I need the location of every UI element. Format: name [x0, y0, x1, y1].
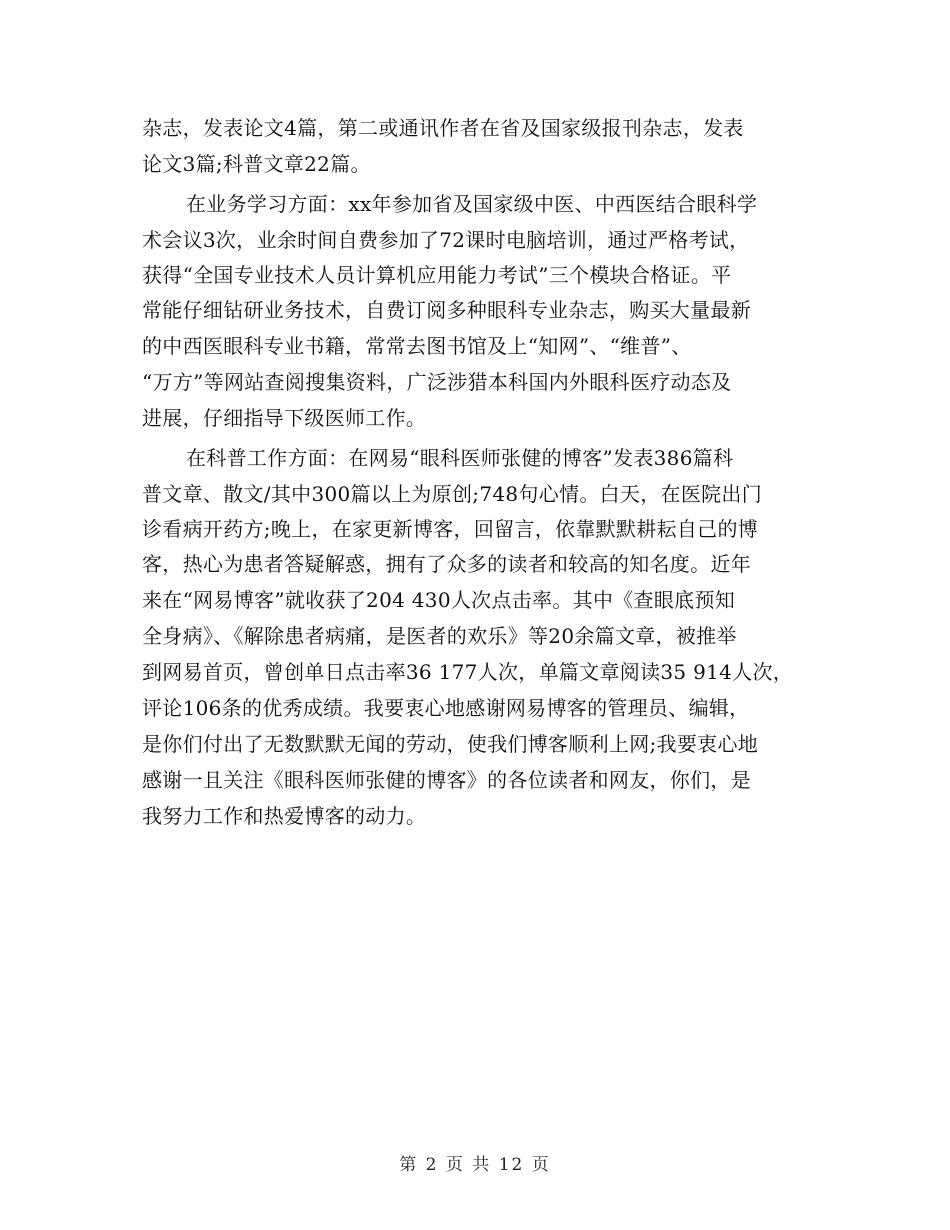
text-line: 到网易首页，曾创单日点击率36 177人次，单篇文章阅读35 914人次， — [142, 660, 794, 684]
text-line: 论文3篇;科普文章22篇。 — [142, 152, 371, 176]
text-line: 评论106条的优秀成绩。我要衷心地感谢网易博客的管理员、编辑， — [142, 696, 750, 720]
text-line: 的中西医眼科专业书籍，常常去图书馆及上“知网”、“维普”、 — [142, 334, 692, 358]
text-line: 客，热心为患者答疑解惑，拥有了众多的读者和较高的知名度。近年 — [142, 552, 751, 576]
paragraph-start-line: 在科普工作方面：在网易“眼科医师张健的博客”发表386篇科 — [186, 446, 734, 470]
text-line: 常能仔细钻研业务技术，自费订阅多种眼科专业杂志，购买大量最新 — [142, 298, 751, 322]
text-line: 杂志，发表论文4篇，第二或通讯作者在省及国家级报刊杂志，发表 — [142, 116, 744, 140]
paragraph-start-line: 在业务学习方面：xx年参加省及国家级中医、中西医结合眼科学 — [186, 192, 758, 216]
text-line: 普文章、散文/其中300篇以上为原创;748句心情。白天，在医院出门 — [142, 482, 763, 506]
text-line: 进展，仔细指导下级医师工作。 — [142, 406, 427, 430]
text-line: 诊看病开药方;晚上，在家更新博客，回留言，依靠默默耕耘自己的博 — [142, 517, 759, 541]
text-line: 是你们付出了无数默默无闻的劳动，使我们博客顺利上网;我要衷心地 — [142, 732, 759, 756]
text-line: 获得“全国专业技术人员计算机应用能力考试”三个模块合格证。平 — [142, 263, 732, 287]
text-line: 术会议3次，业余时间自费参加了72课时电脑培训，通过严格考试， — [142, 228, 750, 252]
text-line: 我努力工作和热爱博客的动力。 — [142, 804, 427, 828]
page-number-footer: 第 2 页 共 12 页 — [399, 1155, 551, 1175]
text-line: “万方”等网站查阅搜集资料，广泛涉猎本科国内外眼科医疗动态及 — [142, 370, 732, 394]
text-line: 全身病》、《解除患者病痛，是医者的欢乐》等20余篇文章，被推举 — [142, 624, 737, 648]
text-line: 感谢一且关注《眼科医师张健的博客》的各位读者和网友，你们，是 — [142, 768, 751, 792]
text-line: 来在“网易博客”就收获了204 430人次点击率。其中《查眼底预知 — [142, 588, 736, 612]
